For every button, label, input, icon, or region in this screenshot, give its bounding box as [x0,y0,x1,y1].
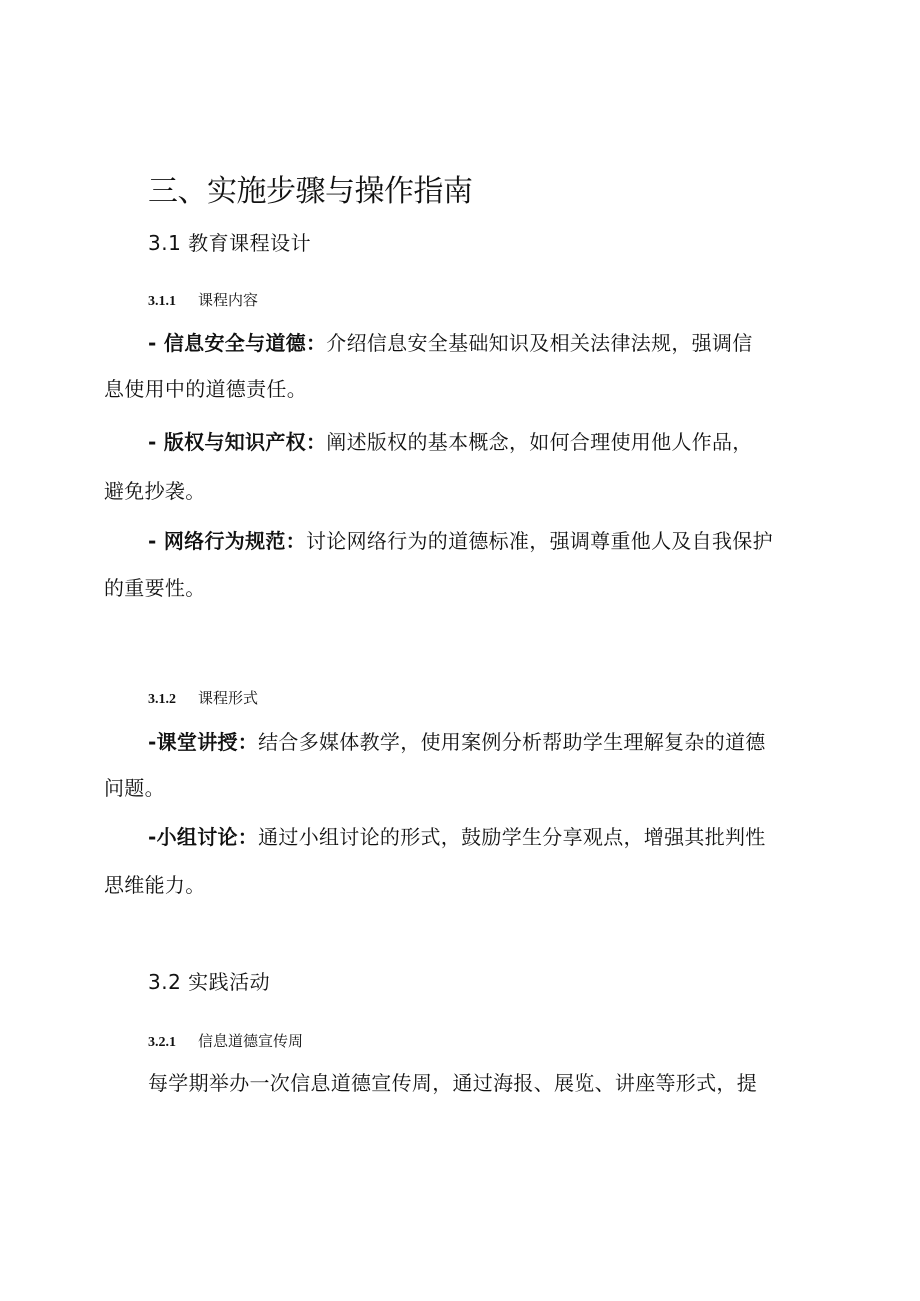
item-label: -小组讨论： [148,825,259,849]
content-item-3-line-2: 的重要性。 [104,576,206,600]
item-label: - 版权与知识产权： [148,430,327,454]
subsection-number: 3.2.1 [148,1035,176,1050]
section-3-2-title: 3.2 实践活动 [148,970,271,994]
subsection-3-2-1-heading [148,1030,303,1051]
form-item-1-line-1: -课堂讲授：结合多媒体教学，使用案例分析帮助学生理解复杂的道德 [148,730,766,754]
subsection-title: 信息道德宣传周 [198,1032,304,1050]
content-item-3-line-1: - 网络行为规范：讨论网络行为的道德标准，强调尊重他人及自我保护 [148,529,773,553]
subsection-3-1-2-heading [148,687,258,708]
form-item-2-line-2: 思维能力。 [104,873,206,897]
item-label: -课堂讲授： [148,730,259,754]
subsection-number: 3.1.2 [148,692,176,707]
content-item-1-line-1: - 信息安全与道德：介绍信息安全基础知识及相关法律法规，强调信 [148,331,753,355]
subsection-3-1-1-heading [148,289,258,310]
activity-paragraph-line-1: 每学期举办一次信息道德宣传周，通过海报、展览、讲座等形式，提 [148,1071,757,1095]
form-item-2-line-1: -小组讨论：通过小组讨论的形式，鼓励学生分享观点，增强其批判性 [148,825,766,849]
content-item-2-line-2: 避免抄袭。 [104,479,206,503]
form-item-1-line-2: 问题。 [104,776,165,800]
content-item-2-line-1: - 版权与知识产权：阐述版权的基本概念，如何合理使用他人作品， [148,430,753,454]
section-3-1-title: 3.1 教育课程设计 [148,231,312,255]
content-item-1-line-2: 息使用中的道德责任。 [104,377,307,401]
subsection-title: 课程内容 [198,291,259,309]
chapter-heading: 三、实施步骤与操作指南 [148,174,473,209]
item-label: - 信息安全与道德： [148,331,327,355]
item-label: - 网络行为规范： [148,529,306,553]
subsection-title: 课程形式 [198,689,259,707]
subsection-number: 3.1.1 [148,294,176,309]
